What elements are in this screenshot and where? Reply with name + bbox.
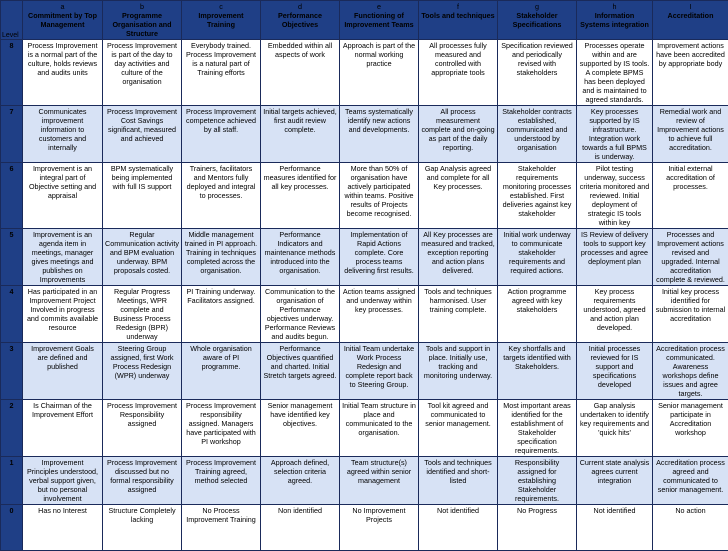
header-row xyxy=(1,1,728,40)
table-row xyxy=(1,400,728,457)
table-cell: Trainers, facilitators and Mentors fully deployed and integral to processes. xyxy=(182,163,261,229)
table-cell: Gap analysis undertaken to identify key requirements and 'quick hits' xyxy=(577,400,653,457)
column-title: Stakeholder Specifications xyxy=(500,11,574,29)
table-cell: Pilot testing underway, success criteria monitored and reviewed. Initial deployment of strategic IS tools within key xyxy=(577,163,653,229)
table-cell: Specification reviewed and periodically revised with stakeholders xyxy=(498,40,577,106)
table-cell: Initial targets achieved, first audit review complete. xyxy=(261,106,340,163)
column-header-a xyxy=(23,1,103,40)
table-cell: All process measurement complete and on-going as part of the daily reporting. xyxy=(419,106,498,163)
level-number: 2 xyxy=(1,400,23,457)
table-cell: Structure Completely lacking xyxy=(103,505,182,551)
table-cell: Has participated in an Improvement Project Involved in progress and commits available resource xyxy=(23,286,103,343)
column-title: Accreditation xyxy=(655,11,726,20)
table-cell: Process Improvement Cost Savings significant, measured and achieved xyxy=(103,106,182,163)
table-cell: Communicates improvement information to customers and internally xyxy=(23,106,103,163)
column-title: Tools and techniques xyxy=(421,11,495,20)
table-cell: Approach is part of the normal working practice xyxy=(340,40,419,106)
table-cell: Tools and techniques harmonised. User training complete. xyxy=(419,286,498,343)
column-letter: c xyxy=(184,2,258,11)
table-cell: Initial external accreditation of processes. xyxy=(653,163,728,229)
table-cell: Senior management have identified key objectives. xyxy=(261,400,340,457)
table-cell: Whole organisation aware of PI programme. xyxy=(182,343,261,400)
table-cell: PI Training underway. Facilitators assigned. xyxy=(182,286,261,343)
table-cell: Not identified xyxy=(419,505,498,551)
table-cell: Gap Analysis agreed and complete for all Key processes. xyxy=(419,163,498,229)
table-cell: Processes and Improvement actions revised and upgraded. Internal accreditation complete & reviewed. xyxy=(653,229,728,286)
column-letter: g xyxy=(500,2,574,11)
table-cell: Non identified xyxy=(261,505,340,551)
table-body xyxy=(1,40,728,551)
table-cell: Improvement actions have been accredited by appropriate body xyxy=(653,40,728,106)
table-cell: Process Improvement competence achieved by all staff. xyxy=(182,106,261,163)
table-cell: Action teams assigned and underway within key processes. xyxy=(340,286,419,343)
table-cell: Senior management participate in Accreditation workshop xyxy=(653,400,728,457)
level-number: 4 xyxy=(1,286,23,343)
column-title: Programme Organisation and Structure xyxy=(105,11,179,38)
table-cell: Is Chairman of the Improvement Effort xyxy=(23,400,103,457)
table-cell: Most important areas identified for the establishment of Stakeholder specification requirements. xyxy=(498,400,577,457)
column-title: Performance Objectives xyxy=(263,11,337,29)
table-cell: Communication to the organisation of Performance objectives underway. Performance Reviews and audits begun. xyxy=(261,286,340,343)
table-cell: Responsibility assigned for establishing Stakeholder requirements. xyxy=(498,457,577,505)
column-letter: h xyxy=(579,2,650,11)
level-number: 5 xyxy=(1,229,23,286)
table-cell: Regular Communication activity and BPM evaluation underway. BPM proposals costed. xyxy=(103,229,182,286)
table-cell: No Improvement Projects xyxy=(340,505,419,551)
level-number: 7 xyxy=(1,106,23,163)
column-letter: f xyxy=(421,2,495,11)
table-cell: Key process requirements understood, agreed and action plan developed. xyxy=(577,286,653,343)
table-cell: Process Improvement responsibility assigned. Managers have participated with PI workshop xyxy=(182,400,261,457)
level-number: 8 xyxy=(1,40,23,106)
table-cell: All processes fully measured and controlled with appropriate tools xyxy=(419,40,498,106)
table-cell: Implementation of Rapid Actions complete. Core process teams delivering first results. xyxy=(340,229,419,286)
column-header-d xyxy=(261,1,340,40)
table-cell: Process Improvement Responsibility assigned xyxy=(103,400,182,457)
level-number: 0 xyxy=(1,505,23,551)
level-label: Level xyxy=(2,31,19,40)
table-cell: Middle management trained in PI approach. Training in techniques completed across the organisation. xyxy=(182,229,261,286)
table-cell: Action programme agreed with key stakeholders xyxy=(498,286,577,343)
level-header xyxy=(1,1,23,40)
table-cell: BPM systematically being implemented with full IS support xyxy=(103,163,182,229)
level-number: 1 xyxy=(1,457,23,505)
table-cell: Key processes supported by IS infrastructure. Integration work towards a full BPMS is underway. xyxy=(577,106,653,163)
column-header-h xyxy=(577,1,653,40)
column-header-e xyxy=(340,1,419,40)
table-cell: Initial Team undertake Work Process Redesign and complete report back to Steering Group. xyxy=(340,343,419,400)
column-header-f xyxy=(419,1,498,40)
table-cell: Accreditation process agreed and communicated to senior management. xyxy=(653,457,728,505)
column-header-b xyxy=(103,1,182,40)
table-cell: Key shortfalls and targets identified with Stakeholders. xyxy=(498,343,577,400)
table-cell: No action xyxy=(653,505,728,551)
table-cell: No Progress xyxy=(498,505,577,551)
table-cell: Process Improvement Training agreed, method selected xyxy=(182,457,261,505)
table-cell: Initial key process identified for submission to internal accreditation xyxy=(653,286,728,343)
column-letter: b xyxy=(105,2,179,11)
table-cell: Team structure(s) agreed within senior management xyxy=(340,457,419,505)
column-letter: e xyxy=(342,2,416,11)
table-cell: Regular Progress Meetings, WPR complete and Business Process Redesign (BPR) underway xyxy=(103,286,182,343)
table-cell: Initial Team structure in place and communicated to the organisation. xyxy=(340,400,419,457)
table-cell: Stakeholder requirements monitoring processes established. First deliveries against key stakeholder xyxy=(498,163,577,229)
table-cell: Process Improvement is part of the day to day activities and culture of the organisation xyxy=(103,40,182,106)
table-cell: Has no Interest xyxy=(23,505,103,551)
table-row xyxy=(1,106,728,163)
table-row xyxy=(1,457,728,505)
table-cell: Improvement is an integral part of Objective setting and appraisal xyxy=(23,163,103,229)
column-title: Information Systems integration xyxy=(579,11,650,29)
table-cell: Tools and support in place. Initially use, tracking and monitoring underway. xyxy=(419,343,498,400)
table-cell: Improvement Principles understood, verbal support given, but no personal involvement xyxy=(23,457,103,505)
table-cell: Stakeholder contracts established, communicated and understood by organisation xyxy=(498,106,577,163)
table-row xyxy=(1,505,728,551)
table-row xyxy=(1,229,728,286)
table-cell: Approach defined, selection criteria agreed. xyxy=(261,457,340,505)
table-cell: Initial work underway to communicate stakeholder requirements and required actions. xyxy=(498,229,577,286)
table-cell: Steering Group assigned, first Work Process Redesign (WPR) underway xyxy=(103,343,182,400)
column-title: Functioning of Improvement Teams xyxy=(342,11,416,29)
table-cell: Improvement Goals are defined and published xyxy=(23,343,103,400)
column-header-i xyxy=(653,1,728,40)
table-row xyxy=(1,40,728,106)
table-row xyxy=(1,286,728,343)
table-cell: Tool kit agreed and communicated to senior management. xyxy=(419,400,498,457)
table-cell: Remedial work and review of Improvement actions to achieve full accreditation. xyxy=(653,106,728,163)
table-cell: More than 50% of organisation have actively participated within teams. Positive results of Projects become recognised. xyxy=(340,163,419,229)
column-letter: a xyxy=(25,2,100,11)
level-number: 3 xyxy=(1,343,23,400)
column-letter: I xyxy=(655,2,726,11)
table-cell: Performance measures identified for all key processes. xyxy=(261,163,340,229)
table-cell: Improvement is an agenda item in meetings, manager gives meetings and publishes on Improvements xyxy=(23,229,103,286)
column-letter: d xyxy=(263,2,337,11)
column-header-g xyxy=(498,1,577,40)
table-cell: Not identified xyxy=(577,505,653,551)
table-cell: Processes operate within and are supported by IS tools. A complete BPMS has been deployed and is maintained to agreed standards. xyxy=(577,40,653,106)
table-cell: Process Improvement is a normal part of the culture, holds reviews and audits units xyxy=(23,40,103,106)
table-cell: Everybody trained. Process Improvement is a natural part of Training efforts xyxy=(182,40,261,106)
table-cell: No Process Improvement Training xyxy=(182,505,261,551)
table-cell: Tools and techniques identified and short-listed xyxy=(419,457,498,505)
table-row xyxy=(1,343,728,400)
column-header-c xyxy=(182,1,261,40)
level-number: 6 xyxy=(1,163,23,229)
table-cell: Process Improvement discussed but no formal responsibility assigned xyxy=(103,457,182,505)
table-cell: Accreditation process communicated. Awareness workshops define issues and agree targets. xyxy=(653,343,728,400)
table-cell: Teams systematically identify new actions and developments. xyxy=(340,106,419,163)
table-cell: Embedded within all aspects of work xyxy=(261,40,340,106)
table-cell: IS Review of delivery tools to support key processes and agree deployment plan xyxy=(577,229,653,286)
column-title: Improvement Training xyxy=(184,11,258,29)
table-cell: Performance Indicators and maintenance methods introduced into the organisation. xyxy=(261,229,340,286)
column-title: Commitment by Top Management xyxy=(25,11,100,29)
table-cell: All Key processes are measured and tracked, exception reporting and action plans delivered. xyxy=(419,229,498,286)
table-cell: Current state analysis agrees current integration xyxy=(577,457,653,505)
table-row xyxy=(1,163,728,229)
table-cell: Initial processes reviewed for IS support and specifications developed xyxy=(577,343,653,400)
table-cell: Performance Objectives quantified and charted. Initial Stretch targets agreed. xyxy=(261,343,340,400)
